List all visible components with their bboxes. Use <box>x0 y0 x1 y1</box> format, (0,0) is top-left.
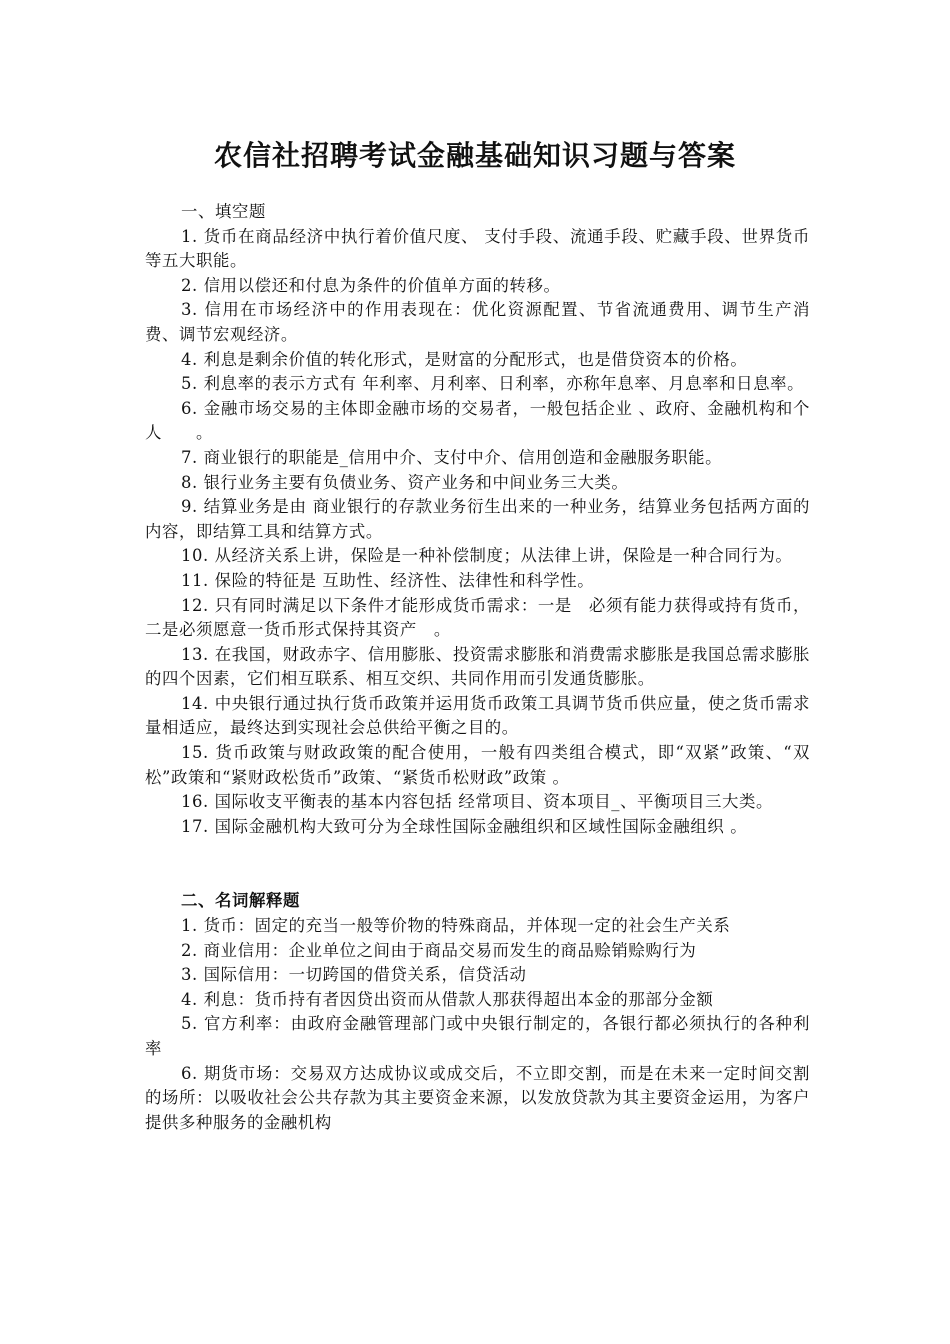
fill-in-item: 5. 利息率的表示方式有 年利率、月利率、日利率，亦称年息率、月息率和日息率。 <box>181 374 805 394</box>
fill-in-item: 15. 货币政策与财政政策的配合使用，一般有四类组合模式，即“双紧”政策、“双松”政策和“紧财政松货币”政策、“紧货币松财政”政策 。 <box>145 743 810 787</box>
fill-in-item: 7. 商业银行的职能是_信用中介、支付中介、信用创造和金融服务职能。 <box>181 447 723 467</box>
definition-item: 3. 国际信用：一切跨国的借贷关系，信贷活动 <box>181 965 527 985</box>
document-body <box>145 200 810 1135</box>
fill-in-item: 13. 在我国，财政赤字、信用膨胀、投资需求膨胀和消费需求膨胀是我国总需求膨胀的四个因素，它们相互联系、相互交织、共同作用而引发通货膨胀。 <box>145 644 810 689</box>
section-heading-fill-in-blank: 一、填空题 <box>181 202 266 221</box>
definition-item: 5. 官方利率：由政府金融管理部门或中央银行制定的，各银行都必须执行的各种利率 <box>145 1014 810 1058</box>
fill-in-item: 9. 结算业务是由 商业银行的存款业务衍生出来的一种业务，结算业务包括两方面的内容，即结算工具和结算方式。 <box>145 497 810 541</box>
fill-in-item: 11. 保险的特征是 互助性、经济性、法律性和科学性。 <box>181 570 595 590</box>
definition-item: 1. 货币：固定的充当一般等价物的特殊商品，并体现一定的社会生产关系 <box>181 916 731 936</box>
fill-in-item: 3. 信用在市场经济中的作用表现在：优化资源配置、节省流通费用、调节生产消费、调节宏观经济。 <box>145 300 810 344</box>
fill-in-item: 14. 中央银行通过执行货币政策并运用货币政策工具调节货币供应量，使之货币需求量相适应，最终达到实现社会总供给平衡之目的。 <box>145 693 810 738</box>
fill-in-item: 4. 利息是剩余价值的转化形式，是财富的分配形式，也是借贷资本的价格。 <box>181 349 748 369</box>
fill-in-item: 17. 国际金融机构大致可分为全球性国际金融组织和区域性国际金融组织 。 <box>181 816 748 836</box>
fill-in-item: 10. 从经济关系上讲，保险是一种补偿制度；从法律上讲，保险是一种合同行为。 <box>181 546 793 566</box>
fill-in-item: 6. 金融市场交易的主体即金融市场的交易者，一般包括企业 、政府、金融机构和个人 。 <box>145 398 810 443</box>
definition-item: 6. 期货市场：交易双方达成协议或成交后，不立即交割，而是在未来一定时间交割的场所：以吸收社会公共存款为其主要资金来源，以发放贷款为其主要资金运用，为客户提供多种服务的金融机构 <box>145 1063 810 1132</box>
definition-item: 4. 利息：货币持有者因贷出资而从借款人那获得超出本金的那部分金额 <box>181 989 714 1009</box>
fill-in-item: 1. 货币在商品经济中执行着价值尺度、 支付手段、流通手段、贮藏手段、世界货币等五大职能。 <box>145 226 810 271</box>
fill-in-item: 16. 国际收支平衡表的基本内容包括 经常项目、资本项目_、平衡项目三大类。 <box>181 792 773 812</box>
definition-item: 2. 商业信用：企业单位之间由于商品交易而发生的商品赊销赊购行为 <box>181 940 697 960</box>
fill-in-item: 2. 信用以偿还和付息为条件的价值单方面的转移。 <box>181 275 561 295</box>
fill-in-item: 12. 只有同时满足以下条件才能形成货币需求：一是 必须有能力获得或持有货币，二是必须愿意一货币形式保持其资产 。 <box>145 595 810 640</box>
fill-in-item: 8. 银行业务主要有负债业务、资产业务和中间业务三大类。 <box>181 472 629 492</box>
document-title: 农信社招聘考试金融基础知识习题与答案 <box>213 139 736 172</box>
section-heading-term-definitions: 二、名词解释题 <box>181 891 300 911</box>
